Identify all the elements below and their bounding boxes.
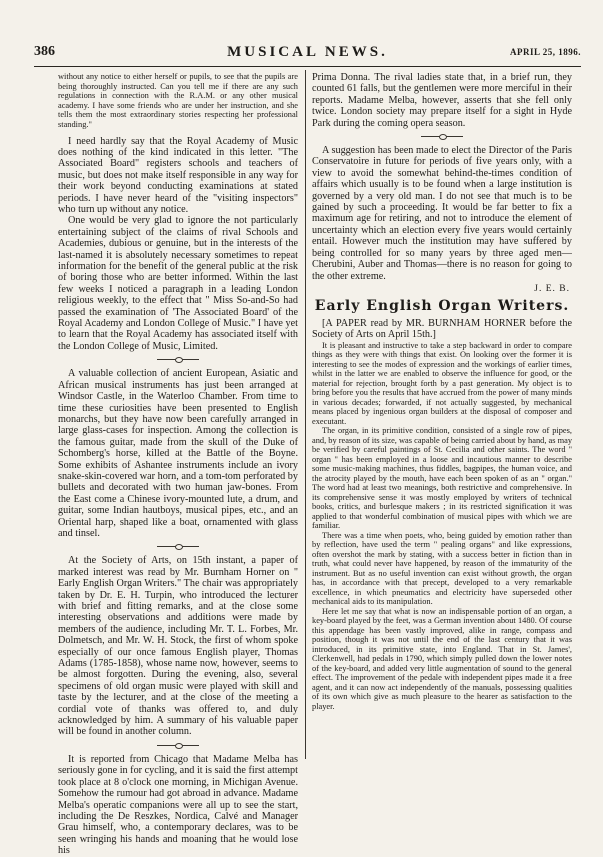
section-separator bbox=[157, 357, 199, 362]
column-divider bbox=[305, 70, 306, 759]
paragraph: Here let me say that what is now an indispensable portion of an organ, a key-board played by the feet, was a German invention about 1480. Of course this appendage has been vastly improved, alike in range, compass and position, though it was not until the end of the last century that it was introduced, in its primitive state, into England. That in St. James', Clerkenwell, had pedals in 1790, which simply pulled down the lower notes of the key-board, and added very little augmentation of sound to the general effect. The improvement of the pedale with independent pipes made it a free agent, and it can now act independently of the manuals, possessing qualities of its own which give as much pleasure to the hearer as satisfaction to the player. bbox=[312, 606, 572, 711]
issue-date: APRIL 25, 1896. bbox=[509, 47, 581, 57]
right-column bbox=[312, 72, 572, 711]
article-title: Early English Organ Writers. bbox=[314, 297, 570, 314]
masthead-title: MUSICAL NEWS. bbox=[227, 44, 388, 60]
article-byline: [A PAPER read by MR. BURNHAM HORNER before the Society of Arts on April 15th.] bbox=[312, 317, 572, 341]
paragraph: A suggestion has been made to elect the Director of the Paris Conservatoire in future for periods of five years only, with a view to avoid the somewhat behind-the-times condition of affairs which usually is to be found when a large institution is governed by a very old man. I do not see that much is to be gained by such a proceeding. It would be far better to fix a maximum age for retiring, and not to introduce the element of uncertainty which an election every five years would certainly entail. However much the institution may have suffered by being controlled for so many years by three aged men—Cherubini, Auber and Thomas—there is no reason for going to the other extreme. bbox=[312, 145, 572, 282]
section-separator bbox=[157, 544, 199, 549]
paragraph: There was a time when poets, who, being guided by emotion rather than by reflection, have used the term " pealing organs" and like expressions, often overshot the mark by stating, with a success better in fiction than in truth, what could never have happened, by reason of the immaturity of the instrument. But as no useful invention can exist without growth, the organ has, in accordance with that precept, developed to a very remarkable excellence, in which pneumatics and electricity have superseded other mechanical aids to its manipulation. bbox=[312, 530, 572, 607]
section-separator bbox=[421, 134, 463, 139]
paragraph: At the Society of Arts, on 15th instant, a paper of marked interest was read by Mr. Burnham Horner on " Early English Organ Writers." The chair was appropriately taken by Dr. E. H. Turpin, who introduced the lecturer with brief and fitting remarks, and at the close some interesting observations and additions were made by members of the audience, including Mr. T. L. Forbes, Mr. Dolmetsch, and Mr. W. H. Stock, the first of whom spoke especially of our once famous English player, Thomas Adams (1785-1858), whose name now, however, seems to be almost forgotten. During the evening, also, several specimens of old organ music were played with skill and taste by the lecturer, and at the close of the meeting a cordial vote of thanks was offered to, and duly acknowledged by him. A summary of his valuable paper will be found in another column. bbox=[58, 555, 298, 738]
letter-excerpt: without any notice to either herself or pupils, to see that the pupils are being thoroughly instructed. Can you tell me if there are any such regulations in connection with the R.A.M. or any other musical academy. I have some friends who are under her instruction, and she tells them the most extraordinary stories respecting her professional standing." bbox=[58, 72, 298, 129]
author-signature: J. E. B. bbox=[534, 283, 570, 294]
section-separator bbox=[157, 743, 199, 748]
page-header bbox=[34, 44, 581, 64]
header-rule bbox=[34, 66, 581, 67]
paragraph: I need hardly say that the Royal Academy of Music does nothing of the kind indicated in this letter. "The Associated Board" registers schools and teachers of music, but does not make itself responsible in any way for their work beyond conducting examinations at stated periods. I have never heard of the "visiting inspectors" who turn up without any notice. bbox=[58, 135, 298, 215]
paragraph: The organ, in its primitive condition, consisted of a single row of pipes, and, by reason of its size, was capable of being carried about by hand, as may be verified by careful paintings of St. Cecilia and other saints. The word " organ " has been employed in a loose and incautious manner to describe some music-making machines, thus fiddles, bagpipes, the human voice, and the atrocity played by the mouth, have each been spoken of as an " organ." The word had at least two meanings, both restrictive and comprehensive. In its comprehensive sense it was mostly employed by writers of technical books, critics, and burlesque makers ; in its restricted signification it was applied to that wonderful combination of musical pipes with which we are familiar. bbox=[312, 426, 572, 531]
paragraph: It is reported from Chicago that Madame Melba has seriously gone in for cycling, and it is said the first attempt took place at 8 o'clock one morning, in Michigan Avenue. Somehow the rumour had got abroad in advance. Madame Melba's operatic companions were all up to see the start, including the De Reszkes, Nordica, Calvé and Manager Grau himself, who, a contemporary declares, was to be seen wringing his hands and moaning that he would lose his bbox=[58, 753, 298, 857]
page-number: 386 bbox=[34, 44, 55, 59]
left-column bbox=[58, 72, 298, 857]
paragraph: It is pleasant and instructive to take a step backward in order to compare things as they were with things that exist. On looking over the former it is interesting to see the modes of expression and the workings of earlier times, whilst in the latter we are enabled to observe the influence for good, or the material for rejection, brought forth by a past generation. My object is to bring before you the results that have accrued from the power of many minds in various decades; forwarded, if not actually suggested, by mechanical means placed by ingenious organ builders at the disposal of composer and executant. bbox=[312, 340, 572, 426]
paragraph: A valuable collection of ancient European, Asiatic and African musical instruments has just been arranged at Windsor Castle, in the Waterloo Chamber. From time to time these curiosities have been presented to English monarchs, but they have now been carefully arranged in large glass-cases for inspection. Among the collection is the famous guitar, made from the skull of the Duke of Schomberg's horse, killed at the Battle of the Boyne. Some exhibits of Ashantee instruments include an ivory snake-skin-covered war horn, and a tom-tom perforated by bullets and decorated with two human jaw-bones. From the East come a Chinese ivory-mounted lute, a drum, and guitar, some Indian hautboys, musical pipes, etc., and an Oriental harp, shaped like a boat, ornamented with glass and tinsel. bbox=[58, 368, 298, 539]
paragraph: One would be very glad to ignore the not particularly entertaining subject of the claims of rival Schools and Academies, dubious or genuine, but in the interests of the last-named it is absolutely necessary sometimes to repeat information for the benefit of the general public at the risk of boring those who are better informed. Within the last few weeks I noticed a paragraph in a leading London religious weekly, to the effect that " Miss So-and-So had passed the examination of 'The Associated Board' of the Royal Academy and London College of Music." I have yet to learn that the Royal Academy has associated itself with the London College of Music, Limited. bbox=[58, 215, 298, 352]
paragraph: Prima Donna. The rival ladies state that, in a brief run, they counted 61 falls, but the gentlemen were more merciful in their reports. Madame Melba, however, asserts that she fell only twice. London society may prepare itself for a sight in Hyde Park during the coming opera season. bbox=[312, 72, 572, 129]
